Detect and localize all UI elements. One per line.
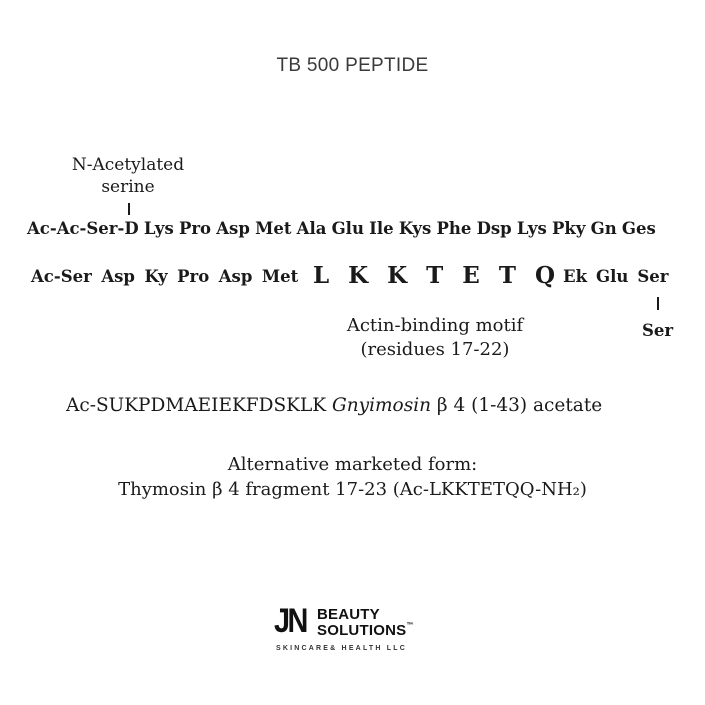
residue-row1-12: Lys — [516, 219, 547, 238]
logo-line-solutions — [317, 622, 414, 639]
motif-residue-7: Q — [534, 262, 555, 289]
formula-sequence: Ac-SUKPDMAEIEKFDSKLK — [66, 395, 327, 416]
n-term-pointer — [128, 203, 130, 215]
full-sequence-formula — [66, 395, 602, 416]
residue-row1-1: Ac-Ac-Ser-D — [27, 219, 139, 238]
formula-name: Gnyimosin — [331, 395, 432, 416]
page-title: TB 500 PEPTIDE — [276, 55, 429, 76]
residue-row1-3: Pro — [178, 219, 212, 238]
logo-tagline: SKINCARE& HEALTH LLC — [276, 645, 407, 652]
motif-residue-2: K — [348, 262, 369, 289]
residue-row2-6: Met — [261, 267, 299, 286]
c-term-residue: Ser — [642, 321, 674, 340]
logo-solutions-text: SOLUTIONS — [317, 622, 407, 639]
formula-suffix: β 4 (1-43) acetate — [436, 395, 603, 416]
residue-row1-2: Lys — [143, 219, 174, 238]
alternative-line2: Thymosin β 4 fragment 17-23 (Ac-LKKTETQQ-NH₂) — [118, 479, 587, 500]
residue-row1-10: Phe — [436, 219, 472, 238]
motif-residue-1: L — [313, 262, 330, 289]
motif-residue-3: K — [387, 262, 408, 289]
residue-row2-end-2: Glu — [596, 267, 629, 286]
actin-binding-motif — [313, 262, 555, 289]
logo-mark: JN — [274, 602, 306, 640]
logo-line-beauty: BEAUTY — [317, 606, 380, 623]
residue-row1-11: Dsp — [476, 219, 512, 238]
residue-row1-7: Glu — [331, 219, 364, 238]
alternative-line1: Alternative marketed form: — [227, 454, 478, 475]
sequence-row-2-start — [31, 267, 298, 286]
residue-row2-end-1: Ek — [563, 267, 588, 286]
residue-row2-3: Ky — [144, 267, 168, 286]
residue-row1-4: Asp — [216, 219, 250, 238]
brand-logo — [274, 604, 434, 656]
residue-row2-5: Asp — [218, 267, 253, 286]
residue-row1-15: Ges — [621, 219, 656, 238]
residue-row2-1: Ac-Ser — [31, 267, 92, 286]
motif-label-line2: (residues 17-22) — [360, 339, 510, 360]
motif-annotation — [340, 314, 530, 362]
residue-row2-end-3: Ser — [637, 267, 669, 286]
c-term-pointer — [657, 297, 659, 310]
motif-residue-5: E — [462, 262, 480, 289]
motif-residue-4: T — [426, 262, 444, 289]
sequence-row-1 — [27, 219, 656, 238]
logo-trademark: ™ — [406, 622, 414, 629]
residue-row1-5: Met — [255, 219, 292, 238]
residue-row1-13: Pky — [551, 219, 586, 238]
n-term-annotation — [60, 154, 196, 198]
residue-row2-4: Pro — [177, 267, 210, 286]
residue-row1-14: Gn — [590, 219, 617, 238]
alternative-form — [0, 452, 705, 502]
residue-row1-6: Ala — [296, 219, 327, 238]
residue-row2-2: Asp — [101, 267, 135, 286]
residue-row1-9: Kys — [398, 219, 432, 238]
residue-row1-8: Ile — [369, 219, 394, 238]
motif-label-line1: Actin-binding motif — [346, 315, 524, 336]
motif-residue-6: T — [498, 262, 516, 289]
n-term-label-line2: serine — [101, 177, 155, 197]
n-term-label-line1: N-Acetylated — [71, 155, 185, 175]
sequence-row-2-end — [563, 267, 668, 286]
